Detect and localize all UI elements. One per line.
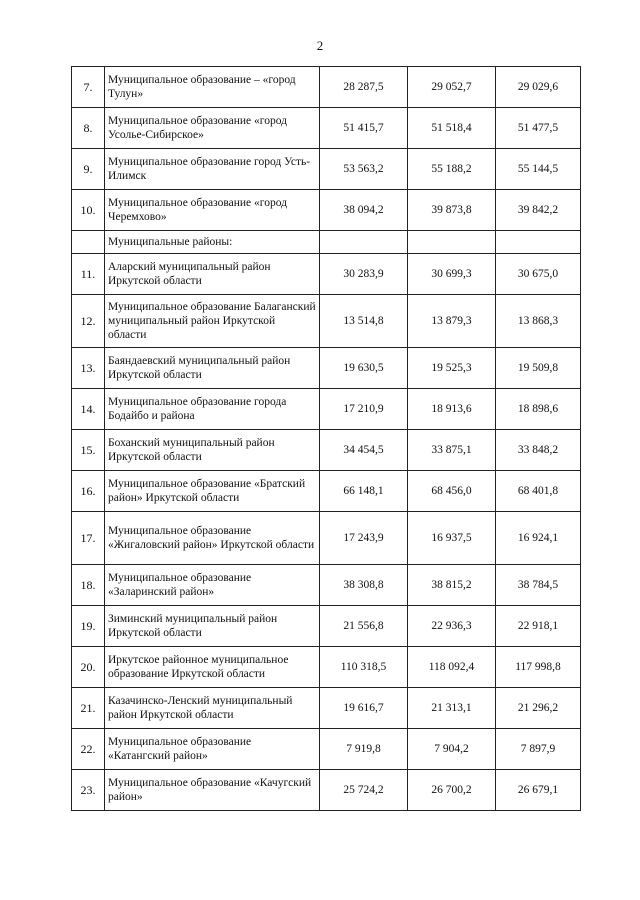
municipality-name: Муниципальное образование «Катангский район» <box>105 729 320 770</box>
table-row <box>72 389 581 430</box>
value-col-1: 17 243,9 <box>320 512 408 565</box>
value-col-3: 38 784,5 <box>496 565 581 606</box>
value-col-1: 17 210,9 <box>320 389 408 430</box>
municipality-name: Иркутское районное муниципальное образование Иркутской области <box>105 647 320 688</box>
value-col-3: 30 675,0 <box>496 254 581 295</box>
value-col-1: 34 454,5 <box>320 430 408 471</box>
row-number: 21. <box>72 688 105 729</box>
municipality-name: Баяндаевский муниципальный район Иркутской области <box>105 348 320 389</box>
row-number: 23. <box>72 770 105 811</box>
municipality-name: Муниципальное образование «Жигаловский район» Иркутской области <box>105 512 320 565</box>
value-col-3 <box>496 231 581 254</box>
value-col-1: 19 630,5 <box>320 348 408 389</box>
value-col-3: 16 924,1 <box>496 512 581 565</box>
value-col-2: 13 879,3 <box>408 295 496 348</box>
municipality-name: Зиминский муниципальный район Иркутской области <box>105 606 320 647</box>
row-number: 9. <box>72 149 105 190</box>
row-number <box>72 231 105 254</box>
value-col-3: 19 509,8 <box>496 348 581 389</box>
value-col-1: 38 308,8 <box>320 565 408 606</box>
value-col-1: 13 514,8 <box>320 295 408 348</box>
municipality-name: Муниципальное образование «Братский район» Иркутской области <box>105 471 320 512</box>
value-col-1: 53 563,2 <box>320 149 408 190</box>
value-col-3: 13 868,3 <box>496 295 581 348</box>
value-col-3: 39 842,2 <box>496 190 581 231</box>
value-col-1: 19 616,7 <box>320 688 408 729</box>
table-row <box>72 254 581 295</box>
value-col-2: 68 456,0 <box>408 471 496 512</box>
table-row <box>72 565 581 606</box>
value-col-2: 21 313,1 <box>408 688 496 729</box>
value-col-1: 7 919,8 <box>320 729 408 770</box>
section-header-row <box>72 231 581 254</box>
row-number: 14. <box>72 389 105 430</box>
table-row <box>72 647 581 688</box>
row-number: 15. <box>72 430 105 471</box>
value-col-1: 51 415,7 <box>320 108 408 149</box>
row-number: 16. <box>72 471 105 512</box>
value-col-2: 22 936,3 <box>408 606 496 647</box>
table-row <box>72 430 581 471</box>
budget-table <box>71 66 581 811</box>
table-row <box>72 108 581 149</box>
value-col-1: 66 148,1 <box>320 471 408 512</box>
value-col-2: 51 518,4 <box>408 108 496 149</box>
value-col-1: 38 094,2 <box>320 190 408 231</box>
value-col-1 <box>320 231 408 254</box>
municipality-name: Муниципальное образование Балаганский муниципальный район Иркутской области <box>105 295 320 348</box>
row-number: 19. <box>72 606 105 647</box>
value-col-2: 39 873,8 <box>408 190 496 231</box>
municipality-name: Казачинско-Ленский муниципальный район Иркутской области <box>105 688 320 729</box>
value-col-2: 7 904,2 <box>408 729 496 770</box>
table-row <box>72 348 581 389</box>
row-number: 20. <box>72 647 105 688</box>
row-number: 13. <box>72 348 105 389</box>
municipality-name: Боханский муниципальный район Иркутской области <box>105 430 320 471</box>
value-col-2: 55 188,2 <box>408 149 496 190</box>
municipality-name: Муниципальное образование «Качугский район» <box>105 770 320 811</box>
value-col-3: 117 998,8 <box>496 647 581 688</box>
municipality-name: Аларский муниципальный район Иркутской области <box>105 254 320 295</box>
value-col-2: 29 052,7 <box>408 67 496 108</box>
row-number: 18. <box>72 565 105 606</box>
table-row <box>72 471 581 512</box>
table-row <box>72 770 581 811</box>
value-col-3: 7 897,9 <box>496 729 581 770</box>
municipality-name: Муниципальное образование города Бодайбо и района <box>105 389 320 430</box>
table-row <box>72 512 581 565</box>
row-number: 12. <box>72 295 105 348</box>
value-col-3: 26 679,1 <box>496 770 581 811</box>
value-col-2: 33 875,1 <box>408 430 496 471</box>
value-col-3: 33 848,2 <box>496 430 581 471</box>
value-col-1: 25 724,2 <box>320 770 408 811</box>
value-col-1: 30 283,9 <box>320 254 408 295</box>
municipality-name: Муниципальное образование – «город Тулун» <box>105 67 320 108</box>
value-col-2: 26 700,2 <box>408 770 496 811</box>
municipality-name: Муниципальное образование «город Черемхово» <box>105 190 320 231</box>
value-col-2: 118 092,4 <box>408 647 496 688</box>
value-col-2: 19 525,3 <box>408 348 496 389</box>
municipality-name: Муниципальное образование «город Усолье-Сибирское» <box>105 108 320 149</box>
value-col-3: 21 296,2 <box>496 688 581 729</box>
table-row <box>72 190 581 231</box>
row-number: 22. <box>72 729 105 770</box>
section-title: Муниципальные районы: <box>105 231 320 254</box>
row-number: 8. <box>72 108 105 149</box>
row-number: 7. <box>72 67 105 108</box>
table-row <box>72 295 581 348</box>
value-col-3: 18 898,6 <box>496 389 581 430</box>
municipality-name: Муниципальное образование город Усть-Илимск <box>105 149 320 190</box>
page-number: 2 <box>316 38 324 53</box>
row-number: 11. <box>72 254 105 295</box>
value-col-3: 29 029,6 <box>496 67 581 108</box>
value-col-3: 68 401,8 <box>496 471 581 512</box>
table-row <box>72 149 581 190</box>
row-number: 10. <box>72 190 105 231</box>
value-col-1: 110 318,5 <box>320 647 408 688</box>
value-col-1: 28 287,5 <box>320 67 408 108</box>
municipality-name: Муниципальное образование «Заларинский район» <box>105 565 320 606</box>
row-number: 17. <box>72 512 105 565</box>
value-col-3: 51 477,5 <box>496 108 581 149</box>
value-col-2: 30 699,3 <box>408 254 496 295</box>
value-col-1: 21 556,8 <box>320 606 408 647</box>
value-col-2: 38 815,2 <box>408 565 496 606</box>
value-col-3: 22 918,1 <box>496 606 581 647</box>
value-col-2: 16 937,5 <box>408 512 496 565</box>
table-row <box>72 67 581 108</box>
table-row <box>72 606 581 647</box>
value-col-2 <box>408 231 496 254</box>
table-row <box>72 729 581 770</box>
value-col-3: 55 144,5 <box>496 149 581 190</box>
table-row <box>72 688 581 729</box>
value-col-2: 18 913,6 <box>408 389 496 430</box>
